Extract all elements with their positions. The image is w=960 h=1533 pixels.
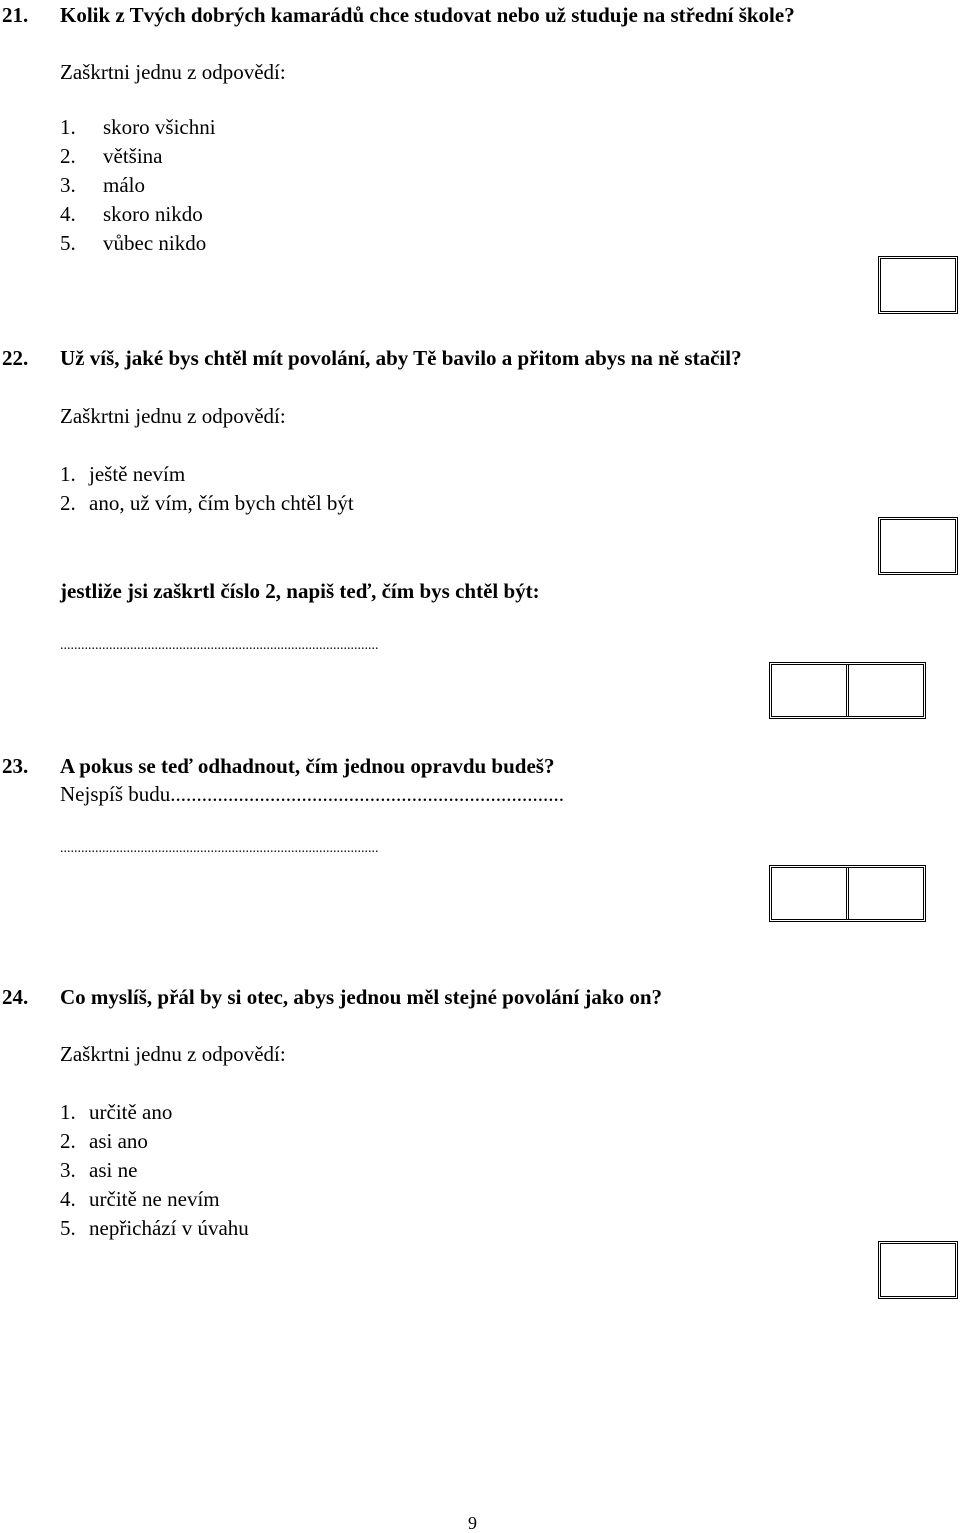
q23-number: 23. [2, 754, 29, 778]
q22-code-cell[interactable] [772, 665, 846, 716]
q24-option-num: 2. [60, 1129, 76, 1153]
q21-option-num: 2. [60, 144, 76, 168]
q21-option-num: 1. [60, 115, 76, 139]
q24-option-num: 3. [60, 1158, 76, 1182]
q24-option-label: asi ano [89, 1129, 148, 1153]
q23-prompt[interactable]: Nejspíš budu........................................................................... [60, 782, 564, 806]
q21-number: 21. [2, 3, 29, 27]
q21-option-label: málo [103, 173, 145, 197]
q24-option-label: nepřichází v úvahu [89, 1216, 249, 1240]
q21-option-num: 3. [60, 173, 76, 197]
q22-text: Už víš, jaké bys chtěl mít povolání, aby Tě bavilo a přitom abys na ně stačil? [60, 346, 742, 370]
q21-option-num: 4. [60, 202, 76, 226]
q24-option-label: určitě ne nevím [89, 1187, 220, 1211]
q23-code-cell[interactable] [846, 868, 923, 919]
q23-code-box[interactable] [769, 865, 926, 922]
q24-number: 24. [2, 985, 29, 1009]
q21-instruction: Zaškrtni jednu z odpovědí: [60, 60, 286, 84]
q22-option-num: 2. [60, 491, 76, 515]
q22-number: 22. [2, 346, 29, 370]
q24-option-num: 4. [60, 1187, 76, 1211]
q22-option-label: ještě nevím [89, 462, 186, 486]
q23-text: A pokus se teď odhadnout, čím jednou opravdu budeš? [60, 754, 555, 778]
q22-answer-box[interactable] [878, 517, 958, 575]
q23-code-cell[interactable] [772, 868, 846, 919]
q21-text: Kolik z Tvých dobrých kamarádů chce studovat nebo už studuje na střední škole? [60, 3, 795, 27]
q24-answer-box[interactable] [878, 1241, 958, 1299]
q21-option-label: vůbec nikdo [103, 231, 207, 255]
q21-answer-box[interactable] [878, 256, 958, 314]
page-number: 9 [468, 1513, 477, 1533]
q22-option-label: ano, už vím, čím bych chtěl být [89, 491, 354, 515]
q24-option-label: určitě ano [89, 1100, 173, 1124]
q22-code-box[interactable] [769, 662, 926, 719]
q24-option-num: 5. [60, 1216, 76, 1240]
q22-followup: jestliže jsi zaškrtl číslo 2, napiš teď, čím bys chtěl být: [60, 579, 540, 603]
q22-code-cell[interactable] [846, 665, 923, 716]
q24-text: Co myslíš, přál by si otec, abys jednou měl stejné povolání jako on? [60, 985, 663, 1009]
q24-instruction: Zaškrtni jednu z odpovědí: [60, 1042, 286, 1066]
q24-option-label: asi ne [89, 1158, 138, 1182]
q23-answer-line[interactable]: ........................................................................................... [60, 841, 379, 856]
q21-option-label: většina [103, 144, 163, 168]
q24-option-num: 1. [60, 1100, 76, 1124]
q22-instruction: Zaškrtni jednu z odpovědí: [60, 404, 286, 428]
q22-option-num: 1. [60, 462, 76, 486]
q21-option-label: skoro všichni [103, 115, 216, 139]
q21-option-label: skoro nikdo [103, 202, 203, 226]
q22-answer-line[interactable]: ........................................................................................... [60, 638, 379, 653]
q21-option-num: 5. [60, 231, 76, 255]
